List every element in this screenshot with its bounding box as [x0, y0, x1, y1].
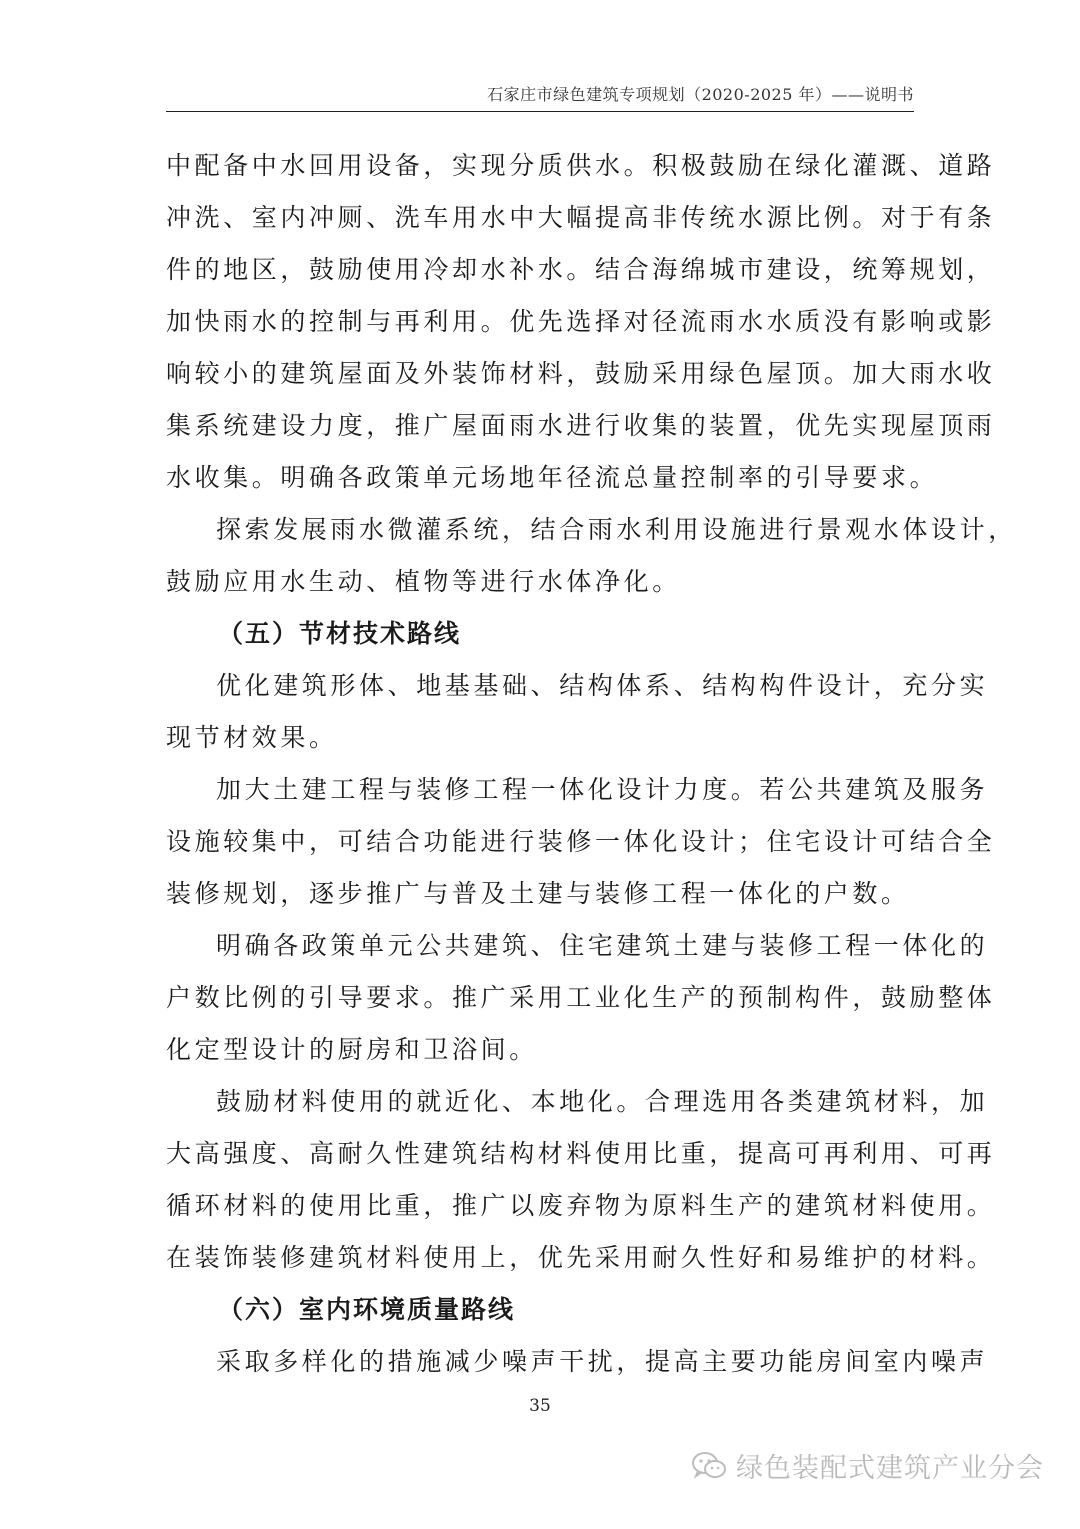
text-line: 冲洗、室内冲厕、洗车用水中大幅提高非传统水源比例。对于有条 — [166, 203, 996, 232]
text-line: 鼓励材料使用的就近化、本地化。合理选用各类建筑材料，加 — [216, 1087, 989, 1116]
page-number: 35 — [529, 1396, 551, 1416]
page-body — [166, 140, 1017, 1388]
text-line: 循环材料的使用比重，推广以废弃物为原料生产的建筑材料使用。 — [166, 1191, 996, 1220]
text-line: 加大土建工程与装修工程一体化设计力度。若公共建筑及服务 — [216, 775, 989, 804]
watermark-text: 绿色装配式建筑产业分会 — [736, 1453, 1044, 1484]
text-line: 明确各政策单元公共建筑、住宅建筑土建与装修工程一体化的 — [216, 931, 989, 960]
section-heading: （六）室内环境质量路线 — [218, 1295, 516, 1324]
wechat-icon — [690, 1450, 728, 1482]
text-line: 设施较集中，可结合功能进行装修一体化设计；住宅设计可结合全 — [166, 827, 996, 856]
text-line: 装修规划，逐步推广与普及土建与装修工程一体化的户数。 — [166, 879, 910, 908]
text-line: 在装饰装修建筑材料使用上，优先采用耐久性好和易维护的材料。 — [166, 1243, 996, 1272]
text-line: 户数比例的引导要求。推广采用工业化生产的预制构件，鼓励整体 — [166, 983, 996, 1012]
text-line: 鼓励应用水生动、植物等进行水体净化。 — [166, 567, 681, 596]
text-line: 探索发展雨水微灌系统，结合雨水利用设施进行景观水体设计， — [216, 515, 1017, 544]
running-header: 石家庄市绿色建筑专项规划（2020-2025 年）——说明书 — [166, 82, 914, 112]
text-line: 大高强度、高耐久性建筑结构材料使用比重，提高可再利用、可再 — [166, 1139, 996, 1168]
text-line: 水收集。明确各政策单元场地年径流总量控制率的引导要求。 — [166, 463, 939, 492]
text-line: 化定型设计的厨房和卫浴间。 — [166, 1035, 538, 1064]
text-line: 现节材效果。 — [166, 723, 338, 752]
watermark — [690, 1446, 1044, 1485]
text-line: 集系统建设力度，推广屋面雨水进行收集的装置，优先实现屋顶雨 — [166, 411, 996, 440]
text-line: 中配备中水回用设备，实现分质供水。积极鼓励在绿化灌溉、道路 — [166, 151, 996, 180]
section-heading: （五）节材技术路线 — [218, 619, 462, 648]
text-line: 响较小的建筑屋面及外装饰材料，鼓励采用绿色屋顶。加大雨水收 — [166, 359, 996, 388]
text-line: 优化建筑形体、地基基础、结构体系、结构构件设计，充分实 — [216, 671, 989, 700]
text-line: 加快雨水的控制与再利用。优先选择对径流雨水水质没有影响或影 — [166, 307, 996, 336]
text-line: 采取多样化的措施减少噪声干扰，提高主要功能房间室内噪声 — [216, 1347, 989, 1376]
text-line: 件的地区，鼓励使用冷却水补水。结合海绵城市建设，统筹规划， — [166, 255, 996, 284]
